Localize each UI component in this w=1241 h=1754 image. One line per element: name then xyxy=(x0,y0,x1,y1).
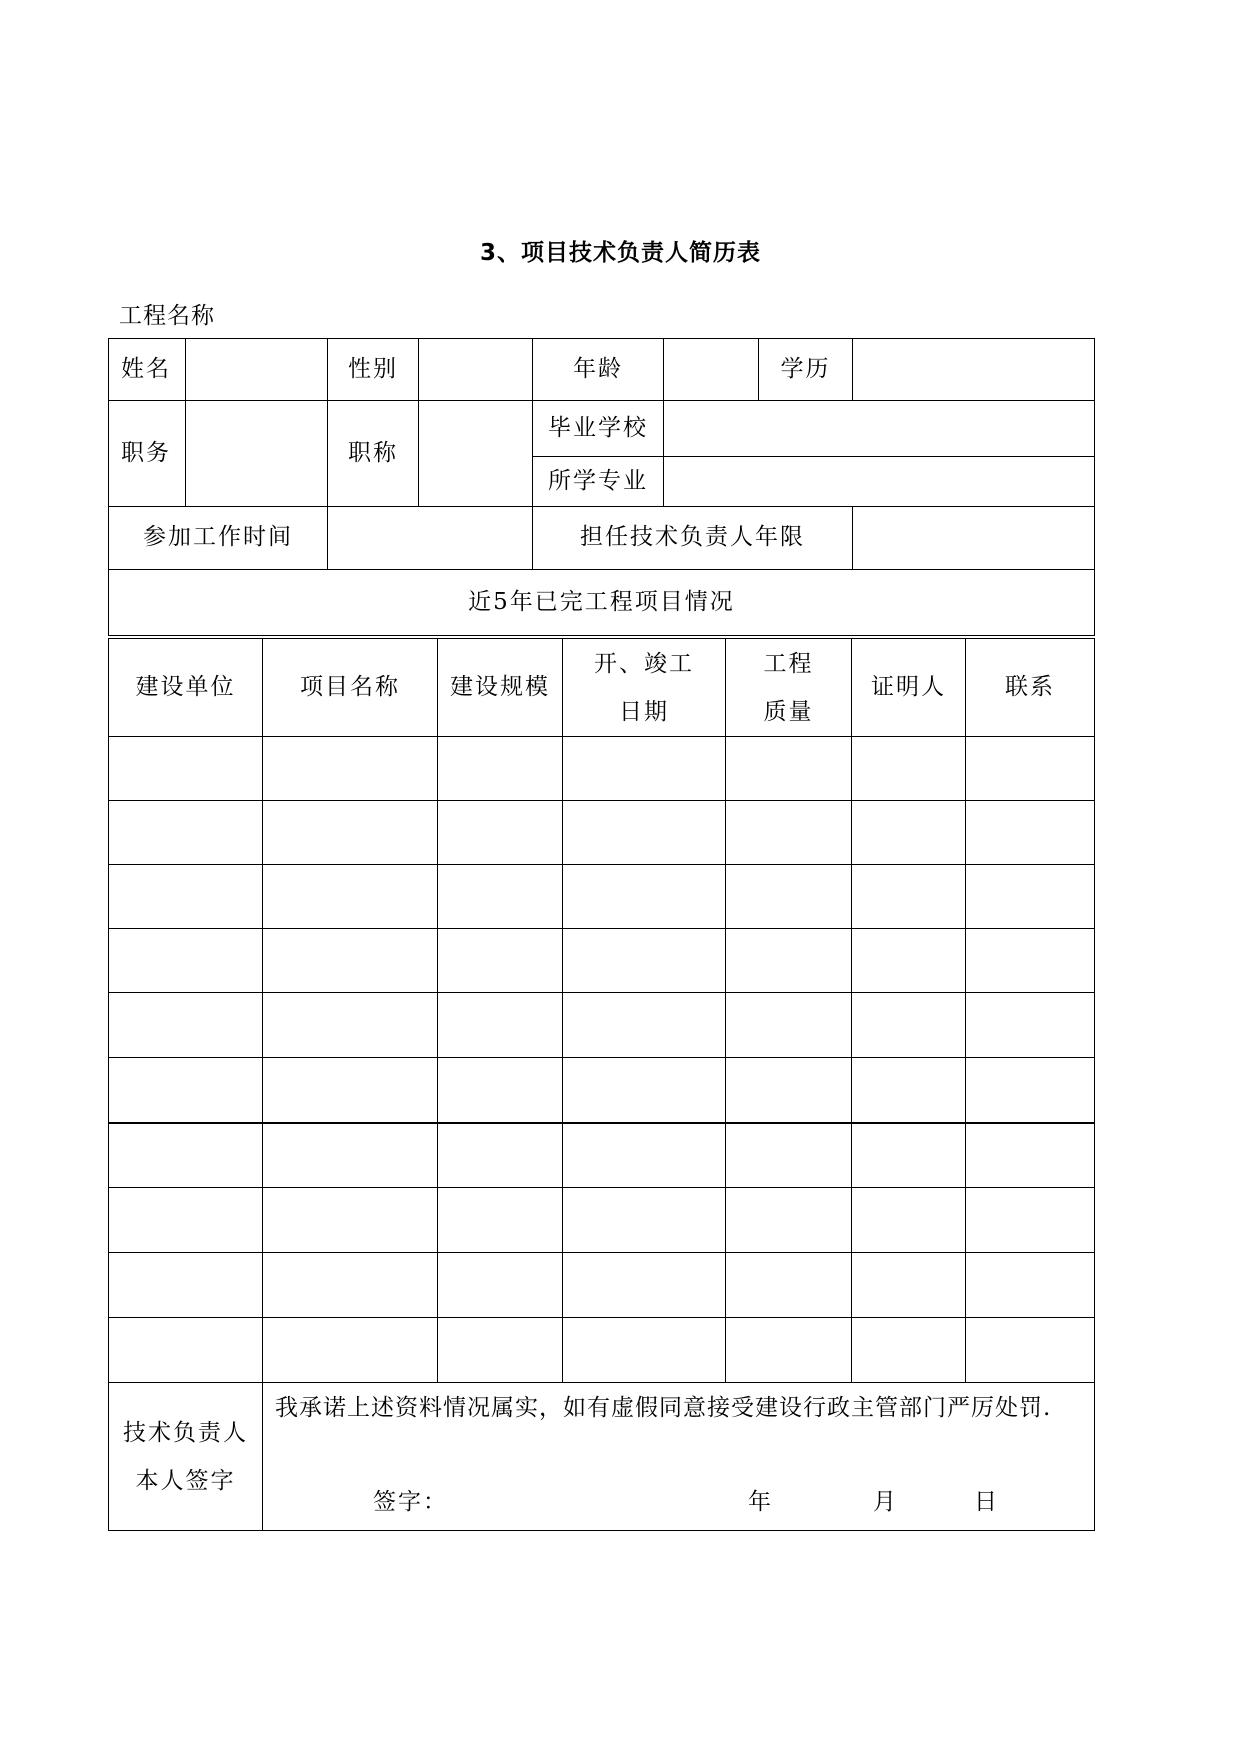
tech-years-label: 担任技术负责人年限 xyxy=(533,507,853,570)
table-cell[interactable] xyxy=(263,865,438,929)
page-title: 3、项目技术负责人简历表 xyxy=(479,240,761,266)
table-cell[interactable] xyxy=(726,1188,852,1253)
table-cell[interactable] xyxy=(263,1188,438,1253)
school-field[interactable] xyxy=(664,401,1095,457)
pledge-statement: 我承诺上述资料情况属实，如有虚假同意接受建设行政主管部门严厉处罚. xyxy=(275,1395,1052,1421)
table-cell[interactable] xyxy=(263,929,438,993)
table-cell[interactable] xyxy=(966,801,1095,865)
year-label: 年 xyxy=(748,1489,773,1515)
table-cell[interactable] xyxy=(966,1318,1095,1383)
age-field[interactable] xyxy=(664,339,759,401)
major-field[interactable] xyxy=(664,457,1095,507)
table-cell[interactable] xyxy=(109,737,263,801)
table-cell[interactable] xyxy=(263,737,438,801)
table-cell[interactable] xyxy=(263,1253,438,1318)
professional-title-field[interactable] xyxy=(419,401,533,507)
table-cell[interactable] xyxy=(966,993,1095,1058)
table-cell[interactable] xyxy=(438,1318,563,1383)
table-cell[interactable] xyxy=(563,737,726,801)
table-row xyxy=(109,993,1095,1058)
table-cell[interactable] xyxy=(109,929,263,993)
table-cell[interactable] xyxy=(438,801,563,865)
col-header-quality-line1: 工程 xyxy=(763,650,814,677)
position-field[interactable] xyxy=(186,401,328,507)
table-cell[interactable] xyxy=(109,1253,263,1318)
table-cell[interactable] xyxy=(726,1318,852,1383)
projects-table xyxy=(108,638,1095,1531)
table-cell[interactable] xyxy=(966,1058,1095,1123)
col-header-witness: 证明人 xyxy=(852,639,966,737)
education-label: 学历 xyxy=(759,339,853,401)
table-cell[interactable] xyxy=(263,993,438,1058)
col-header-quality xyxy=(726,639,852,737)
table-cell[interactable] xyxy=(852,1123,966,1188)
table-cell[interactable] xyxy=(852,1318,966,1383)
table-cell[interactable] xyxy=(726,801,852,865)
major-label: 所学专业 xyxy=(533,457,664,507)
work-start-field[interactable] xyxy=(328,507,533,570)
table-cell[interactable] xyxy=(852,737,966,801)
school-label: 毕业学校 xyxy=(533,401,664,457)
professional-title-label: 职称 xyxy=(328,401,419,507)
signature-label: 签字： xyxy=(373,1489,448,1515)
table-cell[interactable] xyxy=(726,929,852,993)
col-header-quality-line2: 质量 xyxy=(763,698,814,725)
table-cell[interactable] xyxy=(109,993,263,1058)
col-header-dates-line1: 开、竣工 xyxy=(594,650,694,677)
table-cell[interactable] xyxy=(966,1123,1095,1188)
table-row xyxy=(109,1318,1095,1383)
table-cell[interactable] xyxy=(852,1253,966,1318)
table-cell[interactable] xyxy=(852,1058,966,1123)
table-cell[interactable] xyxy=(852,929,966,993)
table-cell[interactable] xyxy=(563,1253,726,1318)
table-cell[interactable] xyxy=(263,1058,438,1123)
table-cell[interactable] xyxy=(563,1058,726,1123)
project-rows xyxy=(109,737,1095,1383)
table-cell[interactable] xyxy=(438,737,563,801)
tech-years-field[interactable] xyxy=(853,507,1095,570)
name-label: 姓名 xyxy=(109,339,186,401)
table-row xyxy=(109,929,1095,993)
table-cell[interactable] xyxy=(966,1188,1095,1253)
table-row xyxy=(109,1253,1095,1318)
table-cell[interactable] xyxy=(563,993,726,1058)
table-cell[interactable] xyxy=(438,1058,563,1123)
gender-field[interactable] xyxy=(419,339,533,401)
table-cell[interactable] xyxy=(263,1318,438,1383)
project-name-label: 工程名称 xyxy=(119,303,215,329)
table-row xyxy=(109,1123,1095,1188)
col-header-builder: 建设单位 xyxy=(109,639,263,737)
age-label: 年龄 xyxy=(533,339,664,401)
work-start-label: 参加工作时间 xyxy=(109,507,328,570)
table-cell[interactable] xyxy=(563,1318,726,1383)
table-cell[interactable] xyxy=(852,801,966,865)
table-cell[interactable] xyxy=(852,993,966,1058)
table-cell[interactable] xyxy=(726,993,852,1058)
table-cell[interactable] xyxy=(966,929,1095,993)
table-cell[interactable] xyxy=(263,1123,438,1188)
table-cell[interactable] xyxy=(109,801,263,865)
table-cell[interactable] xyxy=(109,1123,263,1188)
table-cell[interactable] xyxy=(563,1188,726,1253)
table-cell[interactable] xyxy=(263,801,438,865)
table-cell[interactable] xyxy=(852,865,966,929)
table-cell[interactable] xyxy=(966,865,1095,929)
table-cell[interactable] xyxy=(563,1123,726,1188)
gender-label: 性别 xyxy=(328,339,419,401)
table-cell[interactable] xyxy=(563,801,726,865)
table-cell[interactable] xyxy=(966,737,1095,801)
table-cell[interactable] xyxy=(726,1058,852,1123)
position-label: 职务 xyxy=(109,401,186,507)
table-row xyxy=(109,1058,1095,1123)
pledge-label-line2: 本人签字 xyxy=(135,1467,236,1494)
table-cell[interactable] xyxy=(966,1253,1095,1318)
table-row xyxy=(109,865,1095,929)
table-cell[interactable] xyxy=(726,1253,852,1318)
col-header-project-name: 项目名称 xyxy=(263,639,438,737)
pledge-area xyxy=(263,1383,1095,1531)
col-header-dates xyxy=(563,639,726,737)
table-cell[interactable] xyxy=(726,865,852,929)
table-cell[interactable] xyxy=(563,865,726,929)
col-header-scale: 建设规模 xyxy=(438,639,563,737)
day-label: 日 xyxy=(974,1489,999,1515)
table-row xyxy=(109,801,1095,865)
table-cell[interactable] xyxy=(726,1123,852,1188)
table-cell[interactable] xyxy=(563,929,726,993)
table-cell[interactable] xyxy=(109,1318,263,1383)
table-cell[interactable] xyxy=(109,1188,263,1253)
col-header-contact: 联系 xyxy=(966,639,1095,737)
table-cell[interactable] xyxy=(438,1253,563,1318)
table-row xyxy=(109,737,1095,801)
pledge-label xyxy=(109,1383,263,1531)
col-header-dates-line2: 日期 xyxy=(619,698,669,725)
table-row xyxy=(109,1188,1095,1253)
table-cell[interactable] xyxy=(109,1058,263,1123)
table-cell[interactable] xyxy=(438,1188,563,1253)
pledge-label-line1: 技术负责人 xyxy=(123,1419,248,1446)
table-cell[interactable] xyxy=(852,1188,966,1253)
personal-info-table xyxy=(108,338,1095,636)
table-cell[interactable] xyxy=(438,993,563,1058)
table-cell[interactable] xyxy=(109,865,263,929)
name-field[interactable] xyxy=(186,339,328,401)
table-cell[interactable] xyxy=(438,1123,563,1188)
table-cell[interactable] xyxy=(438,929,563,993)
month-label: 月 xyxy=(873,1489,898,1515)
education-field[interactable] xyxy=(853,339,1095,401)
table-cell[interactable] xyxy=(438,865,563,929)
table-cell[interactable] xyxy=(726,737,852,801)
projects-heading: 近5年已完工程项目情况 xyxy=(109,570,1095,636)
